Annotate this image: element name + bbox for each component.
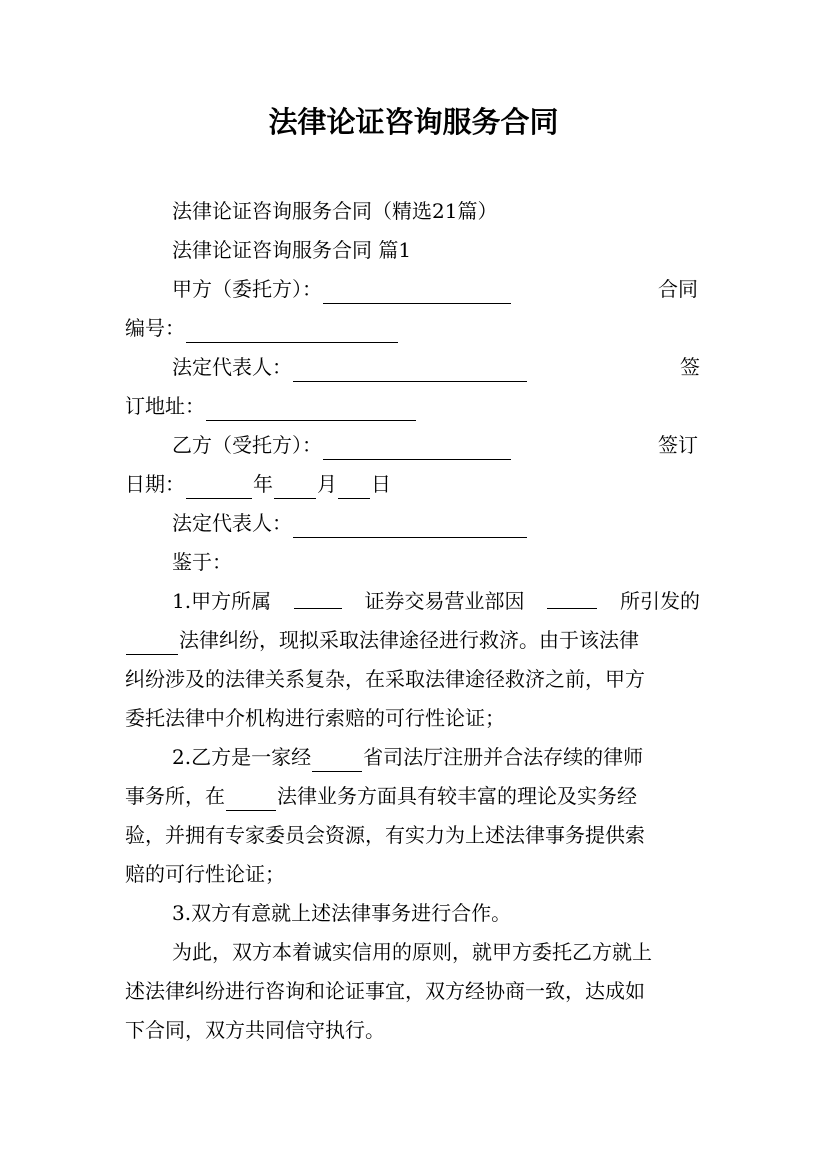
clause1-part-b: 证券交易营业部因	[364, 589, 525, 613]
party-a-blank[interactable]	[323, 281, 511, 304]
clause1-part-a: 1.甲方所属	[172, 589, 272, 613]
contract-no-blank[interactable]	[186, 320, 398, 343]
day-unit: 日	[371, 472, 391, 496]
clause1-line4: 委托法律中介机构进行索赔的可行性论证；	[125, 706, 505, 730]
sign-date-label-1: 签订	[658, 433, 698, 457]
clause1-blank-2[interactable]	[547, 586, 597, 609]
clause1-line2-text: 法律纠纷，现拟采取法律途径进行救济。由于该法律	[179, 628, 639, 652]
clause1-line3: 纠纷涉及的法律关系复杂，在采取法律途径救济之前，甲方	[125, 667, 645, 691]
clause1-part-c: 所引发的	[619, 589, 700, 613]
contract-no-label-1: 合同	[658, 277, 698, 301]
closing-line2: 述法律纠纷进行咨询和论证事宜，双方经协商一致，达成如	[125, 979, 645, 1003]
sign-date-label-2: 日期：	[125, 472, 185, 496]
clause2-line2	[125, 781, 637, 811]
sign-place-line	[125, 391, 417, 421]
sign-place-blank[interactable]	[206, 398, 416, 421]
party-b-line	[172, 430, 512, 460]
clause1-blank-3[interactable]	[126, 632, 178, 655]
legal-rep-b-line	[172, 508, 528, 538]
legal-rep-a-label: 法定代表人：	[172, 355, 292, 379]
clause2-part-b: 省司法厅注册并合法存续的律师	[363, 745, 644, 769]
clause2-part-a: 2.乙方是一家经	[172, 745, 312, 769]
contract-no-label-2: 编号：	[125, 316, 185, 340]
party-b-label: 乙方（受托方）：	[172, 433, 322, 457]
legal-rep-b-label: 法定代表人：	[172, 511, 292, 535]
clause2-part-c: 事务所，在	[125, 784, 225, 808]
legal-rep-a-blank[interactable]	[293, 359, 527, 382]
sign-date-line	[125, 469, 391, 499]
legal-rep-b-blank[interactable]	[293, 515, 527, 538]
closing-line3: 下合同，双方共同信守执行。	[125, 1018, 385, 1042]
party-a-line	[172, 274, 512, 304]
clause3: 3.双方有意就上述法律事务进行合作。	[172, 901, 512, 925]
year-blank[interactable]	[186, 476, 252, 499]
sign-place-label-1: 签	[680, 355, 700, 379]
clause1-line2	[125, 625, 639, 655]
month-blank[interactable]	[274, 476, 316, 499]
clause2-blank-1[interactable]	[312, 749, 362, 772]
section-heading: 法律论证咨询服务合同 篇1	[172, 238, 412, 262]
clause2-blank-2[interactable]	[226, 788, 276, 811]
contract-no-line	[125, 313, 399, 343]
clause2-line4: 赔的可行性论证；	[125, 862, 285, 886]
legal-rep-a-line	[172, 352, 528, 382]
whereas-label: 鉴于：	[172, 550, 232, 574]
party-a-label: 甲方（委托方）：	[172, 277, 322, 301]
clause2-line3: 验，并拥有专家委员会资源，有实力为上述法律事务提供索	[125, 823, 645, 847]
subtitle: 法律论证咨询服务合同（精选21篇）	[172, 199, 498, 223]
clause2-line1	[172, 742, 643, 772]
party-b-blank[interactable]	[323, 437, 511, 460]
clause2-part-d: 法律业务方面具有较丰富的理论及实务经	[277, 784, 637, 808]
year-unit: 年	[253, 472, 273, 496]
clause1-blank-1[interactable]	[294, 586, 342, 609]
closing-line1: 为此，双方本着诚实信用的原则，就甲方委托乙方就上	[172, 940, 652, 964]
day-blank[interactable]	[338, 476, 370, 499]
month-unit: 月	[317, 472, 337, 496]
clause1-line1	[172, 586, 700, 616]
sign-place-label-2: 订地址：	[125, 394, 205, 418]
document-title: 法律论证咨询服务合同	[268, 105, 559, 139]
